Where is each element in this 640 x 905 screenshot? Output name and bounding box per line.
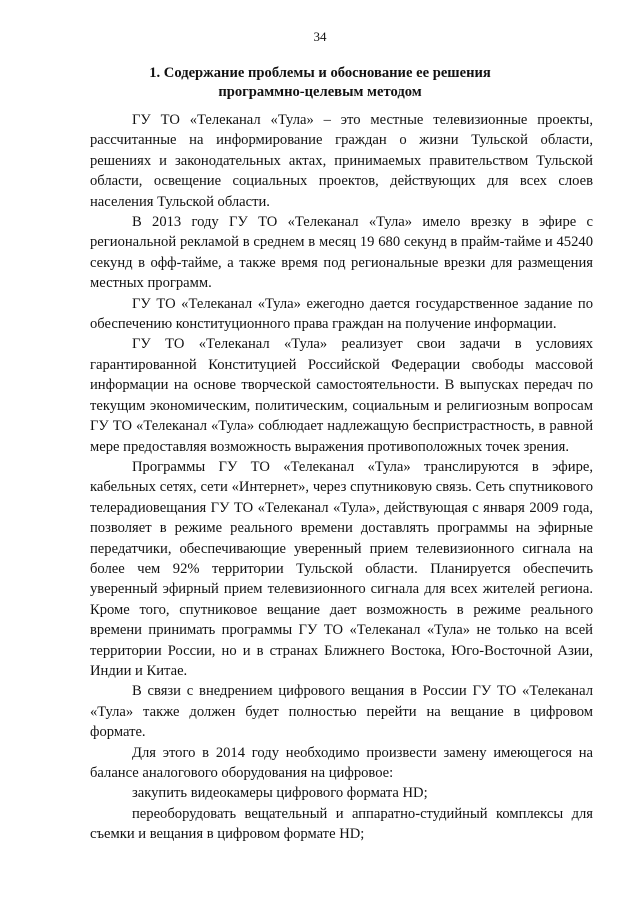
page-number: 34 bbox=[313, 29, 327, 44]
section-title-line-2: программно-целевым методом bbox=[218, 84, 422, 100]
paragraph-4: ГУ ТО «Телеканал «Тула» реализует свои задачи в условиях гарантированной Конституцией Российской Федерации свободы массовой информации на основе творческой самостоятельности. В выпусках передач по текущим экономическим, политическим, социальным и религиозным вопросам ГУ ТО «Телеканал «Тула» соблюдает надлежащую беспристрастность, в равной мере предоставляя возможность выражения противоположных точек зрения. bbox=[90, 336, 593, 455]
body-text bbox=[90, 110, 593, 845]
paragraph-6: В связи с внедрением цифрового вещания в России ГУ ТО «Телеканал «Тула» также должен будет полностью перейти на вещание в цифровом формате. bbox=[90, 683, 593, 741]
list-item-1: закупить видеокамеры цифрового формата HD; bbox=[132, 785, 428, 802]
paragraph-1: ГУ ТО «Телеканал «Тула» – это местные телевизионные проекты, рассчитанные на информирование граждан о жизни Тульской области, решениях и законодательных актах, принимаемых правительством Тульской области, освещение социальных проектов, действующих для всех слоев населения Тульской области. bbox=[90, 112, 593, 210]
list-item-2: переоборудовать вещательный и аппаратно-студийный комплексы для съемки и вещания в цифровом формате HD; bbox=[90, 805, 593, 843]
paragraph-5: Программы ГУ ТО «Телеканал «Тула» транслируются в эфире, кабельных сетях, сети «Интернет», через спутниковую связь. Сеть спутникового телерадиовещания ГУ ТО «Телеканал «Тула», действующая с января 2009 года, позволяет в режиме реального времени доставлять программы на эфирные передатчики, обеспечивающие уверенный прием телевизионного сигнала на более чем 92% территории Тульской области. Планируется обеспечить уверенный эфирный прием телевизионного сигнала для всех жителей региона. Кроме того, спутниковое вещание дает возможность в режиме реального времени принимать программы ГУ ТО «Телеканал «Тула» не только на всей территории России, но и в странах Ближнего Востока, Юго-Восточной Азии, Индии и Китае. bbox=[90, 458, 593, 679]
section-title-line-1: 1. Содержание проблемы и обоснование ее решения bbox=[149, 65, 491, 81]
paragraph-3: ГУ ТО «Телеканал «Тула» ежегодно дается государственное задание по обеспечению конституционного права граждан на получение информации. bbox=[90, 295, 593, 333]
section-title bbox=[118, 64, 522, 102]
paragraph-7: Для этого в 2014 году необходимо произвести замену имеющегося на балансе аналогового оборудования на цифровое: bbox=[90, 744, 593, 781]
paragraph-2: В 2013 году ГУ ТО «Телеканал «Тула» имело врезку в эфире с региональной рекламой в среднем в месяц 19 680 секунд в прайм-тайме и 45240 секунд в офф-тайме, а также время под региональные врезки для размещения местных программ. bbox=[90, 214, 593, 292]
